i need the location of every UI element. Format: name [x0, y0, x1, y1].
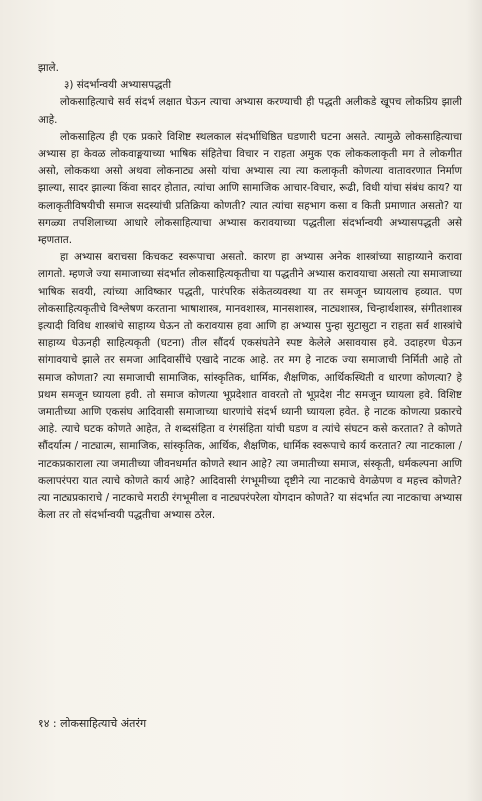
- section-heading: ३) संदर्भान्वयी अभ्यासपद्धती: [64, 79, 172, 92]
- main-text: [38, 60, 462, 524]
- top-line: झाले.: [38, 62, 59, 74]
- paragraph-2: लोकसाहित्य ही एक प्रकारे विशिष्ट स्थलकाल संदर्भाधिष्ठित घडणारी घटना असते. त्यामुळे लोकसाहित्याचा अभ्यास हा केवळ लोकवाङ्मयाच्या भाषिक संहितेचा विचार न राहता अमुक एक लोककलाकृती मग ते लोकगीत असो, लोककथा असो अथवा लोकनाट्य असो यांचा अभ्यास त्या त्या कलाकृती कोणत्या वातावरणात निर्माण झाल्या, सादर झाल्या किंवा सादर होतात, त्यांचा आणि सामाजिक आचार-विचार, रूढी, विधी यांचा संबंध काय? या कलाकृतीविषयीची समाज सदस्यांची प्रतिक्रिया कोणती? त्यात त्यांचा सहभाग कसा व किती प्रमाणात असतो? या सगळ्या तपशिलाच्या आधारे लोकसाहित्याचा अभ्यास करावयाच्या पद्धतीला संदर्भान्वयी अभ्यासपद्धती असे म्हणतात.: [38, 130, 462, 247]
- page-edge-shadow: [466, 0, 482, 801]
- page-footer: १४ : लोकसाहित्याचे अंतरंग: [38, 717, 147, 730]
- paragraph-1: लोकसाहित्याचे सर्व संदर्भ लक्षात घेऊन त्याचा अभ्यास करण्याची ही पद्धती अलीकडे खूपच लोकप्रिय झाली आहे.: [38, 96, 462, 126]
- paragraph-3: हा अभ्यास बराचसा किचकट स्वरूपाचा असतो. कारण हा अभ्यास अनेक शास्त्रांच्या साहाय्याने करावा लागतो. म्हणजे ज्या समाजाच्या संदर्भात लोकसाहित्यकृतीचा या पद्धतीने अभ्यास करावयाचा असतो त्या समाजाच्या भाषिक सवयी, त्यांच्या आविष्कार पद्धती, पारंपरिक संकेतव्यवस्था या तर समजून घ्यायलाच हव्यात. पण लोकसाहित्यकृतीचे विश्लेषण करताना भाषाशास्त्र, मानवशास्त्र, मानसशास्त्र, नाट्यशास्त्र, चिन्हार्थशास्त्र, संगीतशास्त्र इत्यादी विविध शास्त्रांचे साहाय्य घेऊन तो करावयास हवा आणि हा अभ्यास पुन्हा सुटासुटा न राहता सर्व शास्त्रांचे साहाय्य घेऊनही साहित्यकृती (घटना) तील सौंदर्य एकसंघतेने स्पष्ट केलेले असावयास हवे. उदाहरण घेऊन सांगावयाचे झाले तर समजा आदिवासींचे एखादे नाटक आहे. तर मग हे नाटक ज्या समाजाची निर्मिती आहे तो समाज कोणता? त्या समाजाची सामाजिक, सांस्कृतिक, धार्मिक, शैक्षणिक, आर्थिकस्थिती व धारणा कोणत्या? हे प्रथम समजून घ्यायला हवी. तो समाज कोणत्या भूप्रदेशात वावरतो तो भूप्रदेश नीट समजून घ्यायला हवे. विशिष्ट जमातीच्या आणि एकसंघ आदिवासी समाजाच्या धारणांचे संदर्भ ध्यानी घ्यायला हवेत. हे नाटक कोणत्या प्रकारचे आहे. त्याचे घटक कोणते आहेत, ते शब्दसंहिता व रंगसंहिता यांची घडण व त्यांचे संघटन कसे करतात? ते कोणते सौंदर्यात्म / नाट्यात्म, सामाजिक, सांस्कृतिक, आर्थिक, शैक्षणिक, धार्मिक स्वरूपाचे कार्य करतात? त्या नाटकाला / नाटकप्रकाराला त्या जमातीच्या जीवनधर्मात कोणते स्थान आहे? त्या जमातीच्या समाज, संस्कृती, धर्मकल्पना आणि कलापरंपरा यात त्याचे कोणते कार्य आहे? आदिवासी रंगभूमीच्या दृष्टीने त्या नाटकाचे वेगळेपण व महत्त्व कोणते? त्या नाट्यप्रकाराचे / नाटकाचे मराठी रंगभूमीला व नाट्यपरंपरेला योगदान कोणते? या संदर्भात त्या नाटकाचा अभ्यास केला तर तो संदर्भान्वयी पद्धतीचा अभ्यास ठरेल.: [38, 251, 462, 522]
